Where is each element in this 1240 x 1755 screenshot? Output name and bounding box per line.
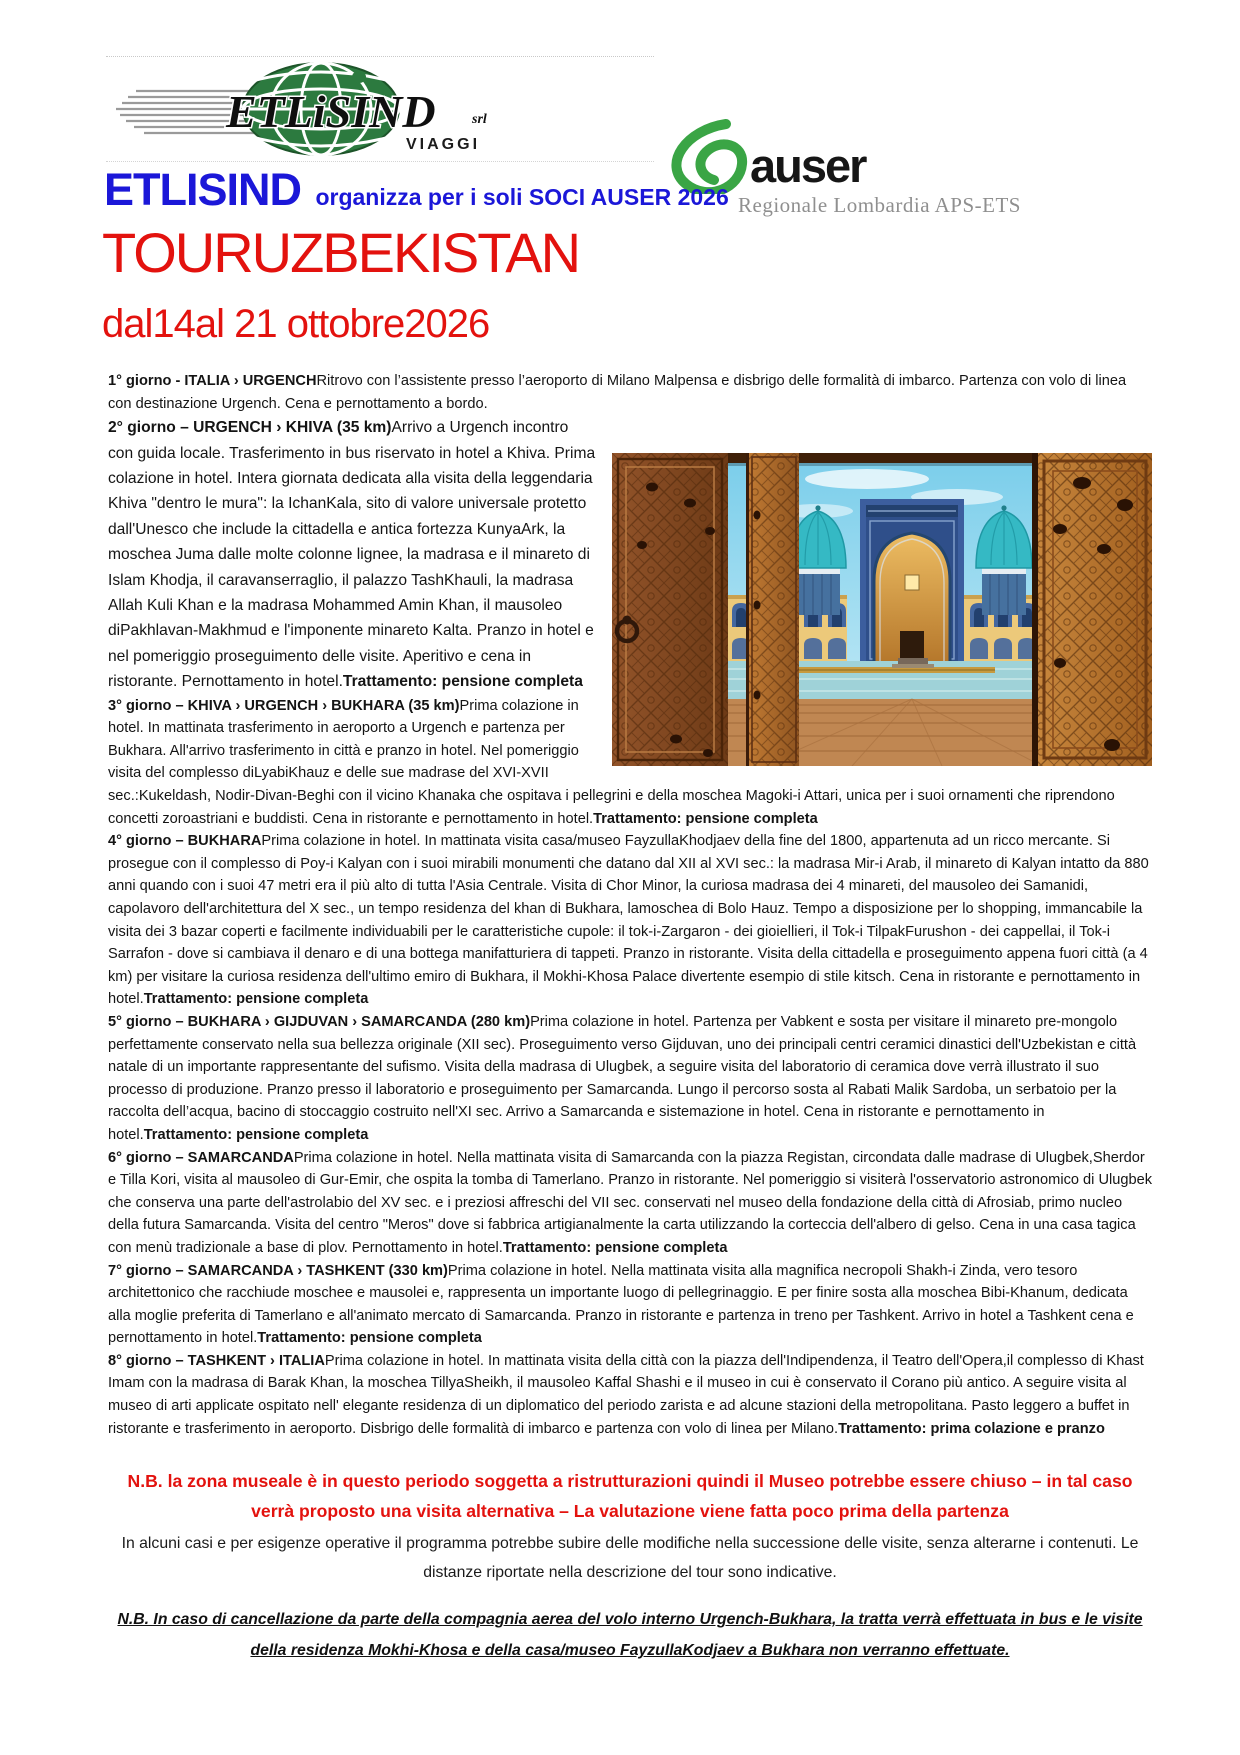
- cancellation-note: [108, 1604, 1152, 1666]
- etlisind-logo: [106, 56, 654, 162]
- etlisind-wordmark: ETLiSIND: [226, 86, 436, 137]
- madrasa-door-photo: [612, 453, 1152, 766]
- day-5-body: Prima colazione in hotel. Partenza per Vabkent e sosta per visitare il minareto pre-mongolo perfettamente conservato nella sua bellezza originale (XII sec). Proseguimento verso Gijduvan, uno dei principali centri ceramici dinastici dell'Uzbekistan e città natale di un importante rappresentante del sufismo. Visita della madrasa di Ulugbek, a seguire visita del laboratorio di ceramica dove verrà illustrato il suo processo di produzione. Pranzo presso il laboratorio e proseguimento per Samarcanda. Lungo il percorso sosta al Rabati Malik Sardoba, un serbatoio per la raccolta dell’acqua, bacino di stoccaggio costruito nell'XI sec. Arrivo a Samarcanda e sistemazione in hotel. Cena in ristorante e pernottamento in hotel.: [108, 1013, 1137, 1143]
- page-title: TOURUZBEKISTAN: [102, 221, 580, 284]
- day-2-heading: 2° giorno – URGENCH › KHIVA (35 km): [108, 419, 392, 437]
- etlisind-srl: srl: [472, 112, 487, 127]
- program-changes-note: In alcuni casi e per esigenze operative il programma potrebbe subire delle modifiche nella successione delle visite, senza alterarne i contenuti. Le distanze riportate nella descrizione del tour sono indicative.: [121, 1535, 1139, 1582]
- auser-tagline: Regionale Lombardia APS-ETS: [738, 193, 1021, 217]
- itinerary-day-6: [108, 1147, 1152, 1260]
- day-1-body: Ritrovo con l’assistente presso l’aeroporto di Milano Malpensa e disbrigo delle formalità di imbarco. Partenza con volo di linea con destinazione Urgench. Cena e pernottamento a bordo.: [108, 373, 1127, 412]
- day-6-heading: 6° giorno – SAMARCANDA: [108, 1149, 294, 1166]
- day-8-body: Prima colazione in hotel. In mattinata visita della città con la piazza dell'Indipendenza, il Teatro dell'Opera,il complesso di Khast Imam con la madrasa di Barak Khan, la moschea TillyaSheikh, il mausoleo Kaffal Shashi e il museo in cui è conservato il Corano più antico. A seguire visita al museo di arti applicate ospitato nell' elegante residenza di un diplomatico del periodo zarista e ad alcune stazioni della metropolitana. Pasto leggero a buffet in ristorante e trasferimento in aeroporto. Disbrigo delle formalità di imbarco e partenza con volo di linea per Milano.: [108, 1352, 1144, 1437]
- day-8-heading: 8° giorno – TASHKENT › ITALIA: [108, 1352, 325, 1369]
- itinerary-day-5: [108, 1011, 1152, 1147]
- museum-warning-note: N.B. la zona museale è in questo periodo soggetta a ristrutturazioni quindi il Museo potrebbe essere chiuso – in tal caso verrà proposto una visita alternativa – La valutazione viene fatta poco prima della partenza: [127, 1471, 1133, 1522]
- itinerary-day-4: [108, 830, 1152, 1011]
- itinerary: [108, 370, 1152, 1666]
- globe-icon: [106, 57, 536, 159]
- day-7-body: Prima colazione in hotel. Nella mattinata visita alla magnifica necropoli Shakh-i Zinda, vero tesoro architettonico che racchiude moschee e mausolei e, rappresenta un importante luogo di pellegrinaggio. E per finire sosta alla moschea Bibi-Khanum, dedicata alla moglie preferita di Tamerlano e all'animato mercato di Samarcanda. Pranzo in ristorante e partenza in treno per Tashkent. Arrivo in hotel a Tashkent cena e pernottamento in hotel.: [108, 1262, 1134, 1347]
- madrasa-photo-graphic: [612, 453, 1152, 766]
- day-3-treatment: Trattamento: pensione completa: [593, 810, 818, 827]
- day-1-heading: 1° giorno - ITALIA › URGENCH: [108, 373, 317, 389]
- itinerary-day-8: [108, 1350, 1152, 1440]
- day-4-body: Prima colazione in hotel. In mattinata visita casa/museo FayzullaKhodjaev della fine del 1800, appartenuta ad un ricco mercante. Si prosegue con il complesso di Poy-i Kalyan con i suoi mirabili monumenti che datano dal XII al XVI sec.: la madrasa Mir-i Arab, il minareto di Kalyan intatto da 880 anni quando con i suoi 47 metri era il più alto di tutta l'Asia Centrale. Visita di Chor Minor, la curiosa madrasa dei 4 minareti, del mausoleo dei Samanidi, capolavoro dell'architettura del X sec., un tempo residenza del khan di Bukhara, lamoschea di Bolo Hauz. Tempo a disposizione per lo shopping, immancabile la visita dei 3 bazar coperti e facilmente individuabili per le caratteristiche cupole: il tok-i-Zargaron - dei gioiellieri, il Tok-i TilpakFurushon - dei cappellai, il Tok-i Sarrafon - dove si cambiava il denaro e di una bottega manifatturiera di tappeti. Pranzo in ristorante. Visita della cittadella e proseguimento appena fuori città (a 4 km) per visitare la curiosa residenza dell'ultimo emiro di Bukhara, il Mokhi-Khosa Palace divertente esempio di stile kitsch. Cena in ristorante e pernottamento in hotel.: [108, 833, 1149, 1008]
- day-7-treatment: Trattamento: pensione completa: [257, 1330, 482, 1347]
- org-line: [104, 164, 729, 216]
- day-2-treatment: Trattamento: pensione completa: [342, 673, 583, 691]
- auser-wordmark: auser: [750, 139, 866, 192]
- day-5-treatment: Trattamento: pensione completa: [143, 1126, 369, 1143]
- day-4-treatment: Trattamento: pensione completa: [143, 991, 369, 1008]
- itinerary-day-1: [108, 370, 1152, 415]
- org-line-text: organizza per i soli SOCI AUSER 2026: [315, 184, 729, 210]
- day-3-heading: 3° giorno – KHIVA › URGENCH › BUKHARA (35 km): [108, 697, 460, 714]
- day-6-treatment: Trattamento: pensione completa: [502, 1239, 728, 1256]
- day-6-body: Prima colazione in hotel. Nella mattinata visita di Samarcanda con la piazza Registan, circondata dalle madrase di Ulugbek,Sherdor e Tilla Kori, visita al mausoleo di Gur-Emir, che ospita la tomba di Tamerlano. Pranzo in ristorante. Nel pomeriggio si visiterà l'osservatorio astronomico di Ulugbek che conserva una parte dell'astrolabio del XV sec. e i preziosi affreschi del VII sec. conservati nel museo della fondazione della città di Afrosiab, primo nucleo della futura Samarcanda. Visita del centro "Meros" dove si fabbrica artigianalmente la carta utilizzando la corteccia dell'albero di gelso. Cena in una casa tagica con menù tradizionale a base di plov. Pernottamento in hotel.: [108, 1149, 1152, 1256]
- day-4-heading: 4° giorno – BUKHARA: [108, 833, 262, 850]
- org-line-brand: ETLISIND: [104, 164, 302, 215]
- day-5-heading: 5° giorno – BUKHARA › GIJDUVAN › SAMARCANDA (280 km): [108, 1013, 531, 1030]
- day-3-body: Prima colazione in hotel. In mattinata trasferimento in aeroporto a Urgench e partenza per Bukhara. All'arrivo trasferimento in città e pranzo in hotel. Nel pomeriggio visita del complesso diLyabiKhauz e delle sue madrase del XVI-XVII sec.:Kukeldash, Nodir-Divan-Beghi con il vicino Khanaka che ospitava i pellegrini e della moschea Magoki-i Attari, unica per i suoi ornamenti che riprendono concetti zoroastriani e buddisti. Cena in ristorante e pernottamento in hotel.: [108, 697, 1115, 827]
- day-8-treatment: Trattamento: prima colazione e pranzo: [838, 1420, 1105, 1437]
- day-2-body: Arrivo a Urgench incontro con guida locale. Trasferimento in bus riservato in hotel a Khiva. Prima colazione in hotel. Intera giornata dedicata alla visita della leggendaria Khiva "dentro le mura": la IchanKala, sito di valore universale protetto dall'Unesco che include la cittadella e antica fortezza KunyaArk, la moschea Juma dalle molte colonne lignee, la madrasa e il minareto di Islam Khodja, il caravanserraglio, il palazzo TashKhauli, la madrasa Allah Kuli Khan e la madrasa Mohammed Amin Khan, il mausoleo diPakhlavan-Makhmud e l'imponente minareto Kalta. Pranzo in hotel e nel pomeriggio proseguimento delle visite. Aperitivo e cena in ristorante. Pernottamento in hotel.: [108, 419, 596, 691]
- day-7-heading: 7° giorno – SAMARCANDA › TASHKENT (330 km): [108, 1262, 448, 1279]
- cancellation-note-text: N.B. In caso di cancellazione da parte della compagnia aerea del volo interno Urgench-Bukhara, la tratta verrà effettuata in bus e le visite della residenza Mokhi-Khosa e della casa/museo FayzullaKodjaev a Bukhara non verranno effettuate.: [117, 1611, 1143, 1660]
- page-dates: dal14al 21 ottobre2026: [102, 302, 490, 346]
- itinerary-day-7: [108, 1260, 1152, 1350]
- etlisind-viaggi: VIAGGI: [406, 136, 481, 153]
